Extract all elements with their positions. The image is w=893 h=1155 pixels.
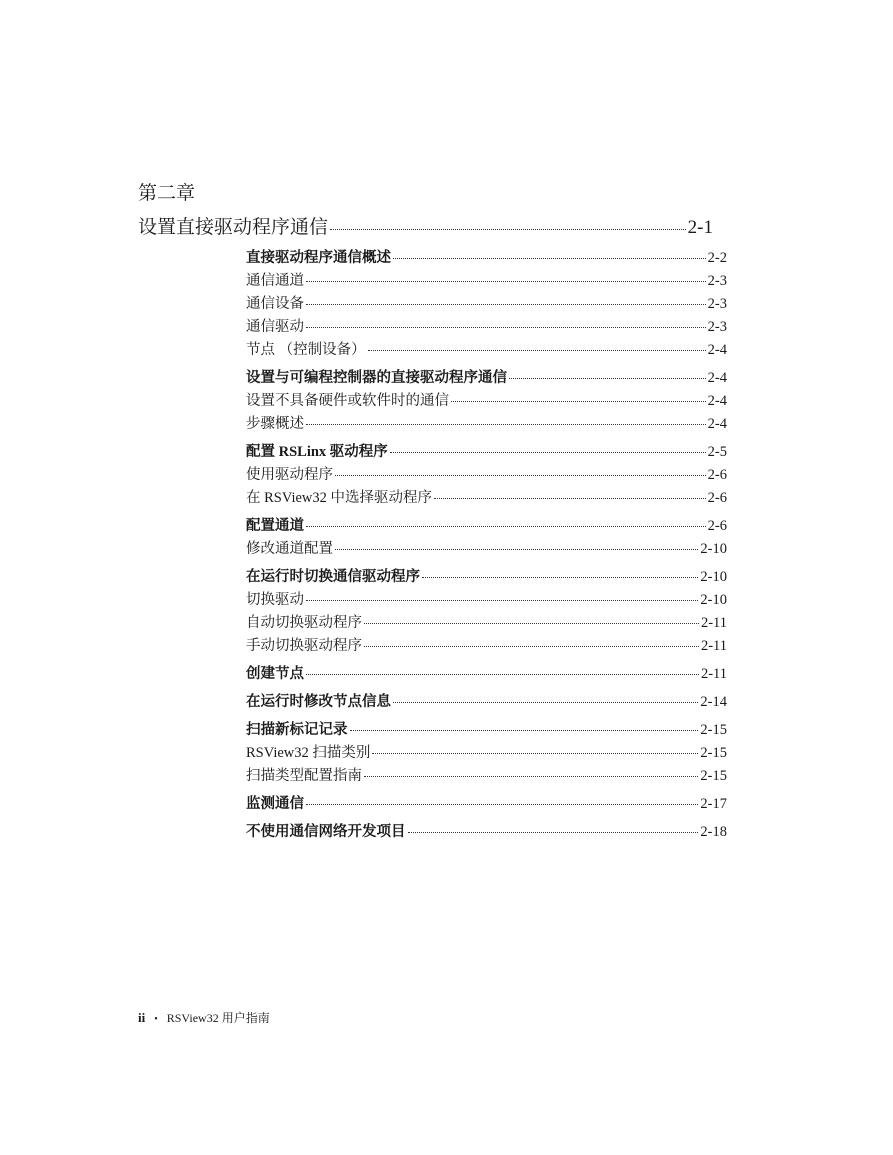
toc-subentry[interactable] [246, 463, 727, 486]
toc-entry-label: 扫描新标记记录 [246, 722, 348, 738]
toc-subentry[interactable] [246, 634, 727, 657]
toc-section-entry[interactable] [246, 440, 727, 463]
dot-leader [434, 498, 706, 499]
dot-leader [393, 258, 706, 259]
toc-entry-page: 2-4 [707, 342, 727, 358]
dot-leader [306, 424, 706, 425]
toc-section-entry[interactable] [246, 366, 727, 389]
dot-leader [393, 702, 698, 703]
toc-entry-label: RSView32 扫描类别 [246, 745, 371, 761]
toc-entry-label: 直接驱动程序通信概述 [246, 250, 391, 266]
page-footer [138, 1009, 270, 1026]
toc-entry-page: 2-4 [707, 393, 727, 409]
toc-section-entry[interactable] [246, 690, 727, 713]
dot-leader [306, 674, 699, 675]
dot-leader [364, 776, 698, 777]
toc-entry-page: 2-18 [700, 824, 727, 840]
toc-section-entry[interactable] [246, 246, 727, 269]
dot-leader [408, 832, 699, 833]
toc-list [246, 246, 727, 843]
dot-leader [306, 804, 698, 805]
toc-section-entry[interactable] [246, 820, 727, 843]
toc-section-entry[interactable] [246, 565, 727, 588]
toc-section-entry[interactable] [246, 792, 727, 815]
toc-entry-label: 节点 （控制设备） [246, 342, 366, 358]
toc-entry-page: 2-6 [707, 518, 727, 534]
chapter-title-entry[interactable] [138, 212, 713, 239]
toc-subentry[interactable] [246, 764, 727, 787]
dot-leader [364, 623, 699, 624]
toc-entry-page: 2-11 [700, 666, 727, 682]
toc-entry-label: 在 RSView32 中选择驱动程序 [246, 490, 433, 506]
dot-leader [306, 281, 706, 282]
dot-leader [306, 600, 698, 601]
toc-entry-page: 2-6 [707, 467, 727, 483]
footer-page-number: ii [138, 1010, 146, 1025]
toc-entry-label: 在运行时修改节点信息 [246, 694, 391, 710]
toc-entry-page: 2-15 [700, 745, 727, 761]
toc-subentry[interactable] [246, 292, 727, 315]
footer-title: RSView32 用户指南 [166, 1011, 270, 1025]
toc-section-entry[interactable] [246, 718, 727, 741]
toc-entry-label: 通信通道 [246, 273, 304, 289]
toc-entry-label: 监测通信 [246, 796, 304, 812]
toc-section-entry[interactable] [246, 514, 727, 537]
toc-entry-label: 不使用通信网络开发项目 [246, 824, 406, 840]
toc-entry-page: 2-11 [700, 638, 727, 654]
toc-entry-page: 2-11 [700, 615, 727, 631]
toc-subentry[interactable] [246, 537, 727, 560]
toc-entry-label: 创建节点 [246, 666, 304, 682]
toc-entry-label: 修改通道配置 [246, 541, 333, 557]
toc-entry-page: 2-6 [707, 490, 727, 506]
toc-entry-label: 扫描类型配置指南 [246, 768, 362, 784]
toc-entry-page: 2-2 [707, 250, 727, 266]
toc-subentry[interactable] [246, 486, 727, 509]
toc-entry-label: 配置 RSLinx 驱动程序 [246, 444, 388, 460]
toc-entry-page: 2-5 [707, 444, 727, 460]
toc-entry-page: 2-4 [707, 416, 727, 432]
toc-entry-page: 2-17 [700, 796, 727, 812]
toc-entry-page: 2-15 [700, 722, 727, 738]
dot-leader [335, 549, 698, 550]
dot-leader [350, 730, 699, 731]
dot-leader [335, 475, 706, 476]
dot-leader [390, 452, 706, 453]
toc-entry-label: 使用驱动程序 [246, 467, 333, 483]
dot-leader [306, 304, 706, 305]
toc-entry-page: 2-3 [707, 319, 727, 335]
footer-bullet: • [154, 1014, 158, 1025]
chapter-page-number: 2-1 [687, 217, 713, 238]
dot-leader [306, 327, 706, 328]
toc-subentry[interactable] [246, 338, 727, 361]
toc-subentry[interactable] [246, 741, 727, 764]
toc-entry-label: 通信设备 [246, 296, 304, 312]
toc-entry-page: 2-3 [707, 273, 727, 289]
toc-entry-label: 手动切换驱动程序 [246, 638, 362, 654]
dot-leader [330, 229, 686, 230]
chapter-title: 设置直接驱动程序通信 [138, 217, 329, 238]
toc-section-entry[interactable] [246, 662, 727, 685]
dot-leader [372, 753, 698, 754]
toc-entry-page: 2-4 [707, 370, 727, 386]
chapter-label: 第二章 [138, 183, 196, 204]
dot-leader [306, 526, 706, 527]
dot-leader [509, 378, 706, 379]
toc-subentry[interactable] [246, 412, 727, 435]
toc-subentry[interactable] [246, 315, 727, 338]
toc-entry-label: 配置通道 [246, 518, 304, 534]
toc-entry-page: 2-3 [707, 296, 727, 312]
dot-leader [422, 577, 698, 578]
toc-subentry[interactable] [246, 611, 727, 634]
toc-entry-label: 切换驱动 [246, 592, 304, 608]
toc-subentry[interactable] [246, 588, 727, 611]
toc-subentry[interactable] [246, 269, 727, 292]
toc-subentry[interactable] [246, 389, 727, 412]
dot-leader [368, 350, 706, 351]
toc-entry-page: 2-14 [700, 694, 727, 710]
toc-entry-page: 2-10 [700, 541, 727, 557]
toc-entry-label: 通信驱动 [246, 319, 304, 335]
dot-leader [364, 646, 699, 647]
toc-entry-page: 2-10 [700, 592, 727, 608]
toc-entry-page: 2-15 [700, 768, 727, 784]
toc-entry-label: 步骤概述 [246, 416, 304, 432]
toc-entry-label: 设置与可编程控制器的直接驱动程序通信 [246, 370, 507, 386]
toc-entry-label: 在运行时切换通信驱动程序 [246, 569, 420, 585]
toc-entry-page: 2-10 [700, 569, 727, 585]
toc-entry-label: 设置不具备硬件或软件时的通信 [246, 393, 449, 409]
dot-leader [451, 401, 706, 402]
toc-entry-label: 自动切换驱动程序 [246, 615, 362, 631]
